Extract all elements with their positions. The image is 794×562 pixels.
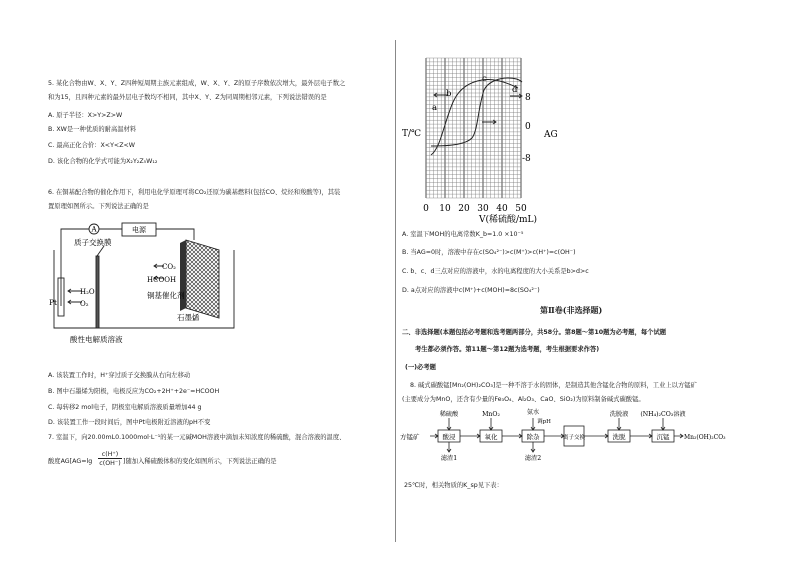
x-tick-40: 40 [496,204,508,214]
q7-option-a: A. 室温下MOH的电离常数K_b=1.0 ×10⁻⁵ [402,231,524,238]
point-b-label: b [446,89,452,99]
x-axis-label: V(稀硫酸/mL) [478,215,538,225]
titration-chart [398,50,558,228]
q5-option-b: B. XW是一种优质的耐高温材料 [48,126,137,133]
q7-stem-line1: 7. 室温下，向20.00mL0.1000mol·L⁻¹的某一元碱MOH溶液中滴加未知浓度的稀硫酸，混合溶液的温度、 [48,434,346,441]
point-d-label: d [512,85,518,95]
pt-electrode-label: Pt [49,298,58,307]
y-axis-right-label: AG [544,130,558,140]
flow-reagent-ammonia: 氨水 [526,409,540,416]
q6-stem-line2: 置原理如图所示。下列说法正确的是 [48,203,149,210]
right-tick-0: 0 [525,122,531,132]
column-divider [395,40,396,542]
power-source-label: 电源 [132,226,146,234]
x-tick-10: 10 [439,204,451,214]
q7-option-b: B. 当AG=0时，溶液中存在c(SO₄²⁻)>c(M⁺)>c(H⁺)=c(OH⁻) [402,249,576,256]
q7-stem-line2-end: ]随加入稀硫酸体积的变化如图所示，下列说法正确的是 [123,458,277,465]
flow-residue-2: 滤渣2 [524,455,542,462]
q5-option-d: D. 该化合物的化学式可能为X₂Y₂Z₅W₁₂ [48,158,158,165]
flow-step-impurity-removal: 除杂 [526,433,540,441]
part2-instructions-line2: 考生都必须作答。第11题～第12题为选考题，考生根据要求作答) [415,346,600,353]
q5-stem-line2: 和为15，且四种元素的最外层电子数均不相同，其中X、Y、Z为同周期相邻元素，下列说法错误的是 [48,94,327,101]
q7-option-c: C. b、c、d三点对应的溶液中，水的电离程度的大小关系是b>d>c [402,268,589,275]
flow-reagent-ammonium-carbonate: (NH₄)₂CO₃溶液 [640,411,686,418]
q5-option-a: A. 原子半径：X>Y>Z>W [48,112,123,119]
required-subheading: (一)必考题 [405,364,436,371]
q7-ag-fraction-denominator: c(OH⁻) [99,460,121,467]
point-a-label: a [432,103,438,113]
q6-option-a: A. 该装置工作时，H⁺穿过质子交换膜从右向左移动 [48,372,191,379]
flow-residue-1: 滤渣1 [440,455,458,462]
flow-product: Mn₂(OH)₂CO₃ [684,434,726,441]
flow-reagent-adjust-ph: 调pH [537,419,551,425]
x-tick-20: 20 [458,204,470,214]
flow-raw-material: 方锰矿 [400,433,420,441]
q7-option-d: D. a点对应的溶液中c(M⁺)+c(MOH)=8c(SO₄²⁻) [402,287,540,294]
x-tick-0: 0 [423,204,429,214]
y-axis-left-label: T/℃ [402,129,422,139]
h2o-label: H₂O [80,288,95,296]
right-tick-neg8: -8 [522,154,531,164]
hcooh-label: HCOOH [147,276,177,284]
q8-ksp-intro: 25℃时，相关物质的K_sp见下表： [404,482,503,489]
flow-reagent-sulfuric-acid: 稀硫酸 [439,411,459,418]
q8-stem-line2: (主要成分为MnO，还含有少量的Fe₃O₄、Al₂O₃、CaO、SiO₂)为原料制备碱式碳酸锰。 [402,396,645,403]
electrolysis-apparatus-figure [44,218,244,348]
flow-step-elution: 洗脱 [612,433,626,441]
electrolyte-label: 酸性电解质溶液 [70,335,123,344]
process-flow-diagram [400,408,730,466]
q5-option-c: C. 最高正化合价：X<Y<Z<W [48,142,136,149]
q6-option-d: D. 该装置工作一段时间后，图中Pt电极附近溶液的pH不变 [48,419,211,426]
membrane-label: 质子交换膜 [74,238,112,247]
flow-step-ion-exchange: 离子交换 [562,435,586,441]
q7-ag-fraction-numerator: c(H⁺) [98,451,122,459]
q6-option-b: B. 图中石墨烯为阳极，电极反应为CO₂+2H⁺+2e⁻=HCOOH [48,388,220,395]
catalyst-label: 铜基催化剂 [147,291,185,300]
flow-step-oxidation: 氧化 [484,433,498,441]
ammeter-label: A [91,225,97,234]
q8-stem-line1: 8. 碱式碳酸锰[Mn₂(OH)₂CO₃]是一种不溶于水的固体，是制造其他含锰化合物的原料，工业上以方锰矿 [410,382,697,389]
o2-label: O₂ [80,300,89,308]
q6-stem-line1: 6. 在铜基配合物的催化作用下，利用电化学原理可将CO₂还原为碳基燃料(包括CO、烷烃和羧酸等)，其装 [48,189,341,196]
q5-stem-line1: 5. 某化合物由W、X、Y、Z四种短周期主族元素组成，W、X、Y、Z的原子序数依次增大，最外层电子数之 [48,80,346,87]
flow-step-acid-leach: 酸浸 [442,433,456,441]
x-tick-50: 50 [515,204,527,214]
co2-label: CO₂ [162,263,176,271]
flow-step-mn-precipitation: 沉锰 [656,433,670,441]
q7-stem-line2-start: 酸度AG[AG=lg [48,458,93,465]
x-tick-30: 30 [477,204,489,214]
right-tick-8: 8 [525,93,531,103]
section-title: 第Ⅱ卷(非选择题) [540,305,603,315]
point-c-label: c [482,74,487,84]
flow-reagent-mno2: MnO₂ [482,411,500,418]
part2-instructions-line1: 二、非选择题(本题包括必考题和选考题两部分，共58分。第8题～第10题为必考题，每个试题 [402,329,667,336]
q6-option-c: C. 每转移2 mol电子，阴极室电解质溶液质量增加44 g [48,404,202,411]
graphene-label: 石墨烯 [177,313,200,322]
flow-reagent-eluent: 洗脱液 [609,411,629,418]
